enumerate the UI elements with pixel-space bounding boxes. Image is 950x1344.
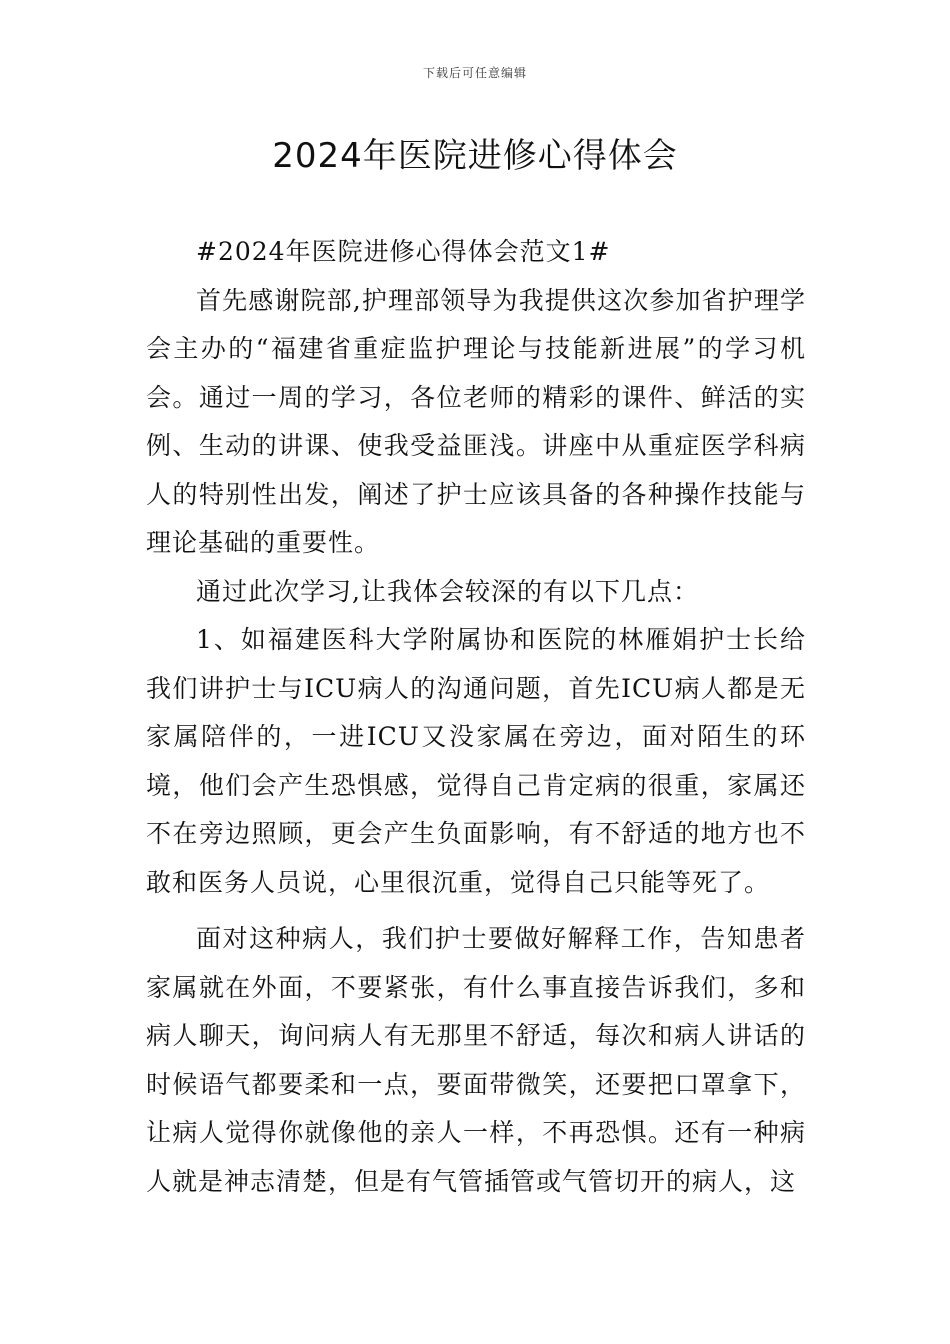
paragraph: 面对这种病人，我们护士要做好解释工作，告知患者家属就在外面，不要紧张，有什么事直接告诉我们，多和病人聊天，询问病人有无那里不舒适，每次和病人讲话的时候语气都要柔和一点，要面带微笑，还要把口罩拿下，让病人觉得你就像他的亲人一样，不再恐惧。还有一种病人就是神志清楚，但是有气管插管或气管切开的病人，这 [146, 924, 806, 1196]
paragraph: 首先感谢院部,护理部领导为我提供这次参加省护理学会主办的“福建省重症监护理论与技能新进展”的学习机会。通过一周的学习，各位老师的精彩的课件、鲜活的实例、生动的讲课、使我受益匪浅。讲座中从重症医学科病人的特别性出发，阐述了护士应该具备的各种操作技能与理论基础的重要性。 [146, 285, 806, 557]
paragraph-subtitle: #2024年医院进修心得体会范文1# [196, 237, 611, 266]
document-title: 2024年医院进修心得体会 [272, 136, 678, 176]
header-note: 下载后可任意编辑 [422, 66, 527, 80]
paragraph: 1、如福建医科大学附属协和医院的林雁娟护士长给我们讲护士与ICU病人的沟通问题，首先ICU病人都是无家属陪伴的，一进ICU又没家属在旁边，面对陌生的环境，他们会产生恐惧感，觉得自己肯定病的很重，家属还不在旁边照顾，更会产生负面影响，有不舒适的地方也不敢和医务人员说，心里很沉重，觉得自己只能等死了。 [146, 625, 806, 897]
document-body [146, 228, 806, 1206]
paragraph: 通过此次学习,让我体会较深的有以下几点： [196, 576, 699, 606]
